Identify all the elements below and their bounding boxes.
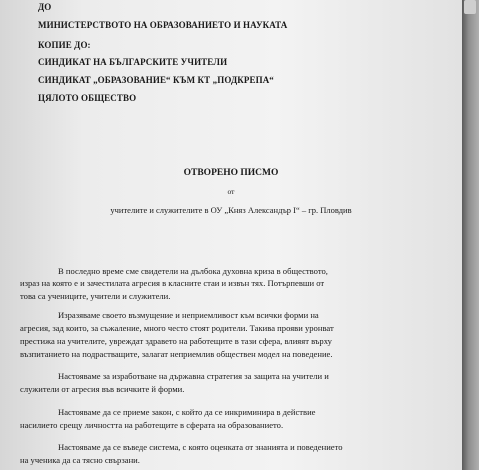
addressee-to-label: ДО <box>38 2 52 12</box>
letter-title: ОТВОРЕНО ПИСМО <box>183 168 279 178</box>
paragraph-2-line-2: агресия, зад които, за съжаление, много често стоят родители. Такива прояви уронват <box>20 323 334 333</box>
page-shadow-edge <box>462 0 479 470</box>
addressee-ministry: МИНИСТЕРСТВОТО НА ОБРАЗОВАНИЕТО И НАУКАТА <box>38 20 288 30</box>
sender-line: учителите и служителите в ОУ „Княз Александър I“ – гр. Пловдив <box>110 205 352 215</box>
from-word: от <box>227 187 235 196</box>
paragraph-4-line-1: Настояваме да се приеме закон, с който да се инкриминира в действие <box>58 407 316 417</box>
paragraph-2-line-4: възпитанието на подрастващите, залагат неприемлив обществен модел на поведение. <box>20 349 333 359</box>
paragraph-5-line-1: Настояваме да се въведе система, с която оценката от знанията и поведението <box>58 442 343 452</box>
copy-to-label: КОПИЕ ДО: <box>38 40 91 50</box>
paragraph-2-line-1: Изразяваме своето възмущение и неприемливост към всички форми на <box>58 310 319 320</box>
addressee-union-education: СИНДИКАТ „ОБРАЗОВАНИЕ“ КЪМ КТ „ПОДКРЕПА“ <box>38 75 274 85</box>
paragraph-4-line-2: насилието срещу личността на работещите в сферата на образованието. <box>20 420 284 430</box>
paragraph-3-line-2: служители от агресия във всичките й форми. <box>20 384 185 394</box>
paragraph-5-line-2: на ученика да са тясно свързани. <box>20 455 140 465</box>
paragraph-3-line-1: Настояваме за изработване на държавна стратегия за защита на учители и <box>58 371 329 381</box>
paragraph-2-line-3: престижа на учителите, увреждат здравето на работещите в тази сфера, влияят върху <box>20 336 332 346</box>
addressee-society: ЦЯЛОТО ОБЩЕСТВО <box>38 93 137 103</box>
paragraph-1-line-2: израз на която е и зачестилата агресия в класните стаи и извън тях. Потърпевши от <box>20 278 325 288</box>
addressee-union-teachers: СИНДИКАТ НА БЪЛГАРСКИТЕ УЧИТЕЛИ <box>38 57 228 67</box>
tape-strip <box>464 0 476 14</box>
paragraph-1-line-3: това са учениците, учители и служители. <box>20 291 171 301</box>
paragraph-1-line-1: В последно време сме свидетели на дълбока духовна криза в обществото, <box>58 266 328 276</box>
